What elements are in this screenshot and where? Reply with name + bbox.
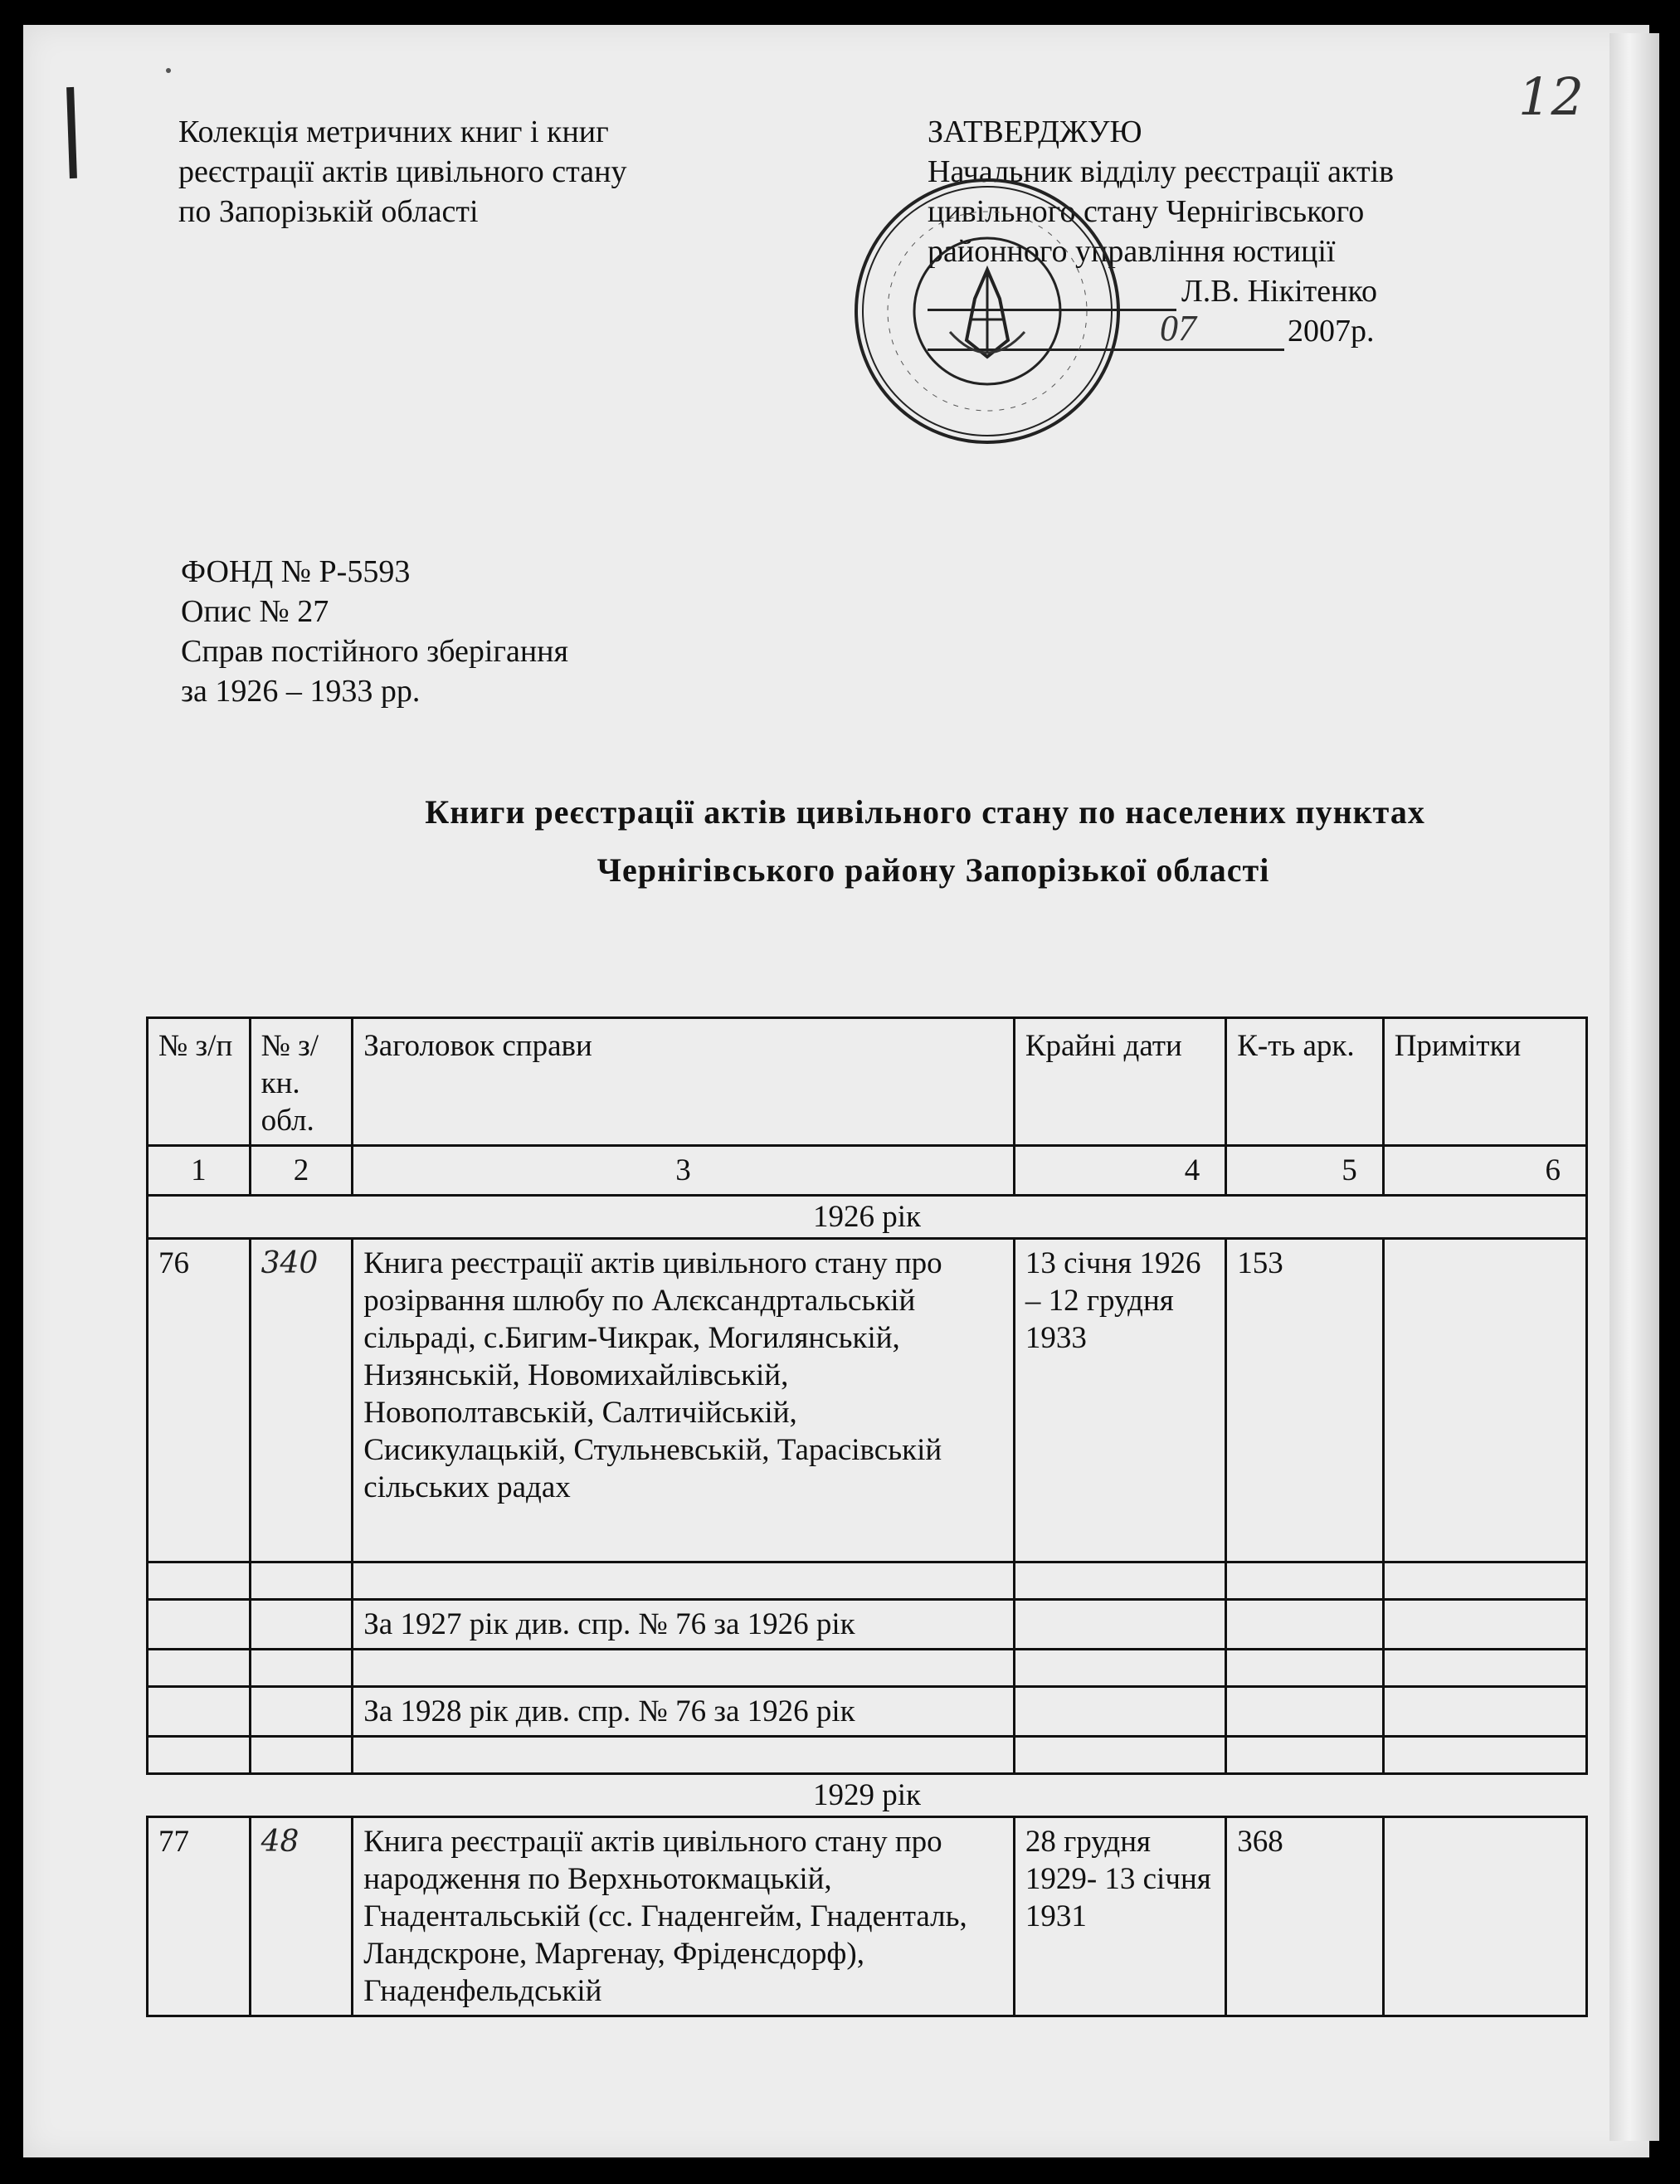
approval-position-2: цивільного стану Чернігівського — [928, 194, 1365, 229]
inventory-table — [146, 1016, 1588, 2017]
col-number: 5 — [1226, 1146, 1384, 1196]
reference-row — [148, 1600, 1587, 1650]
document-heading-1: Книги реєстрації актів цивільного стану по населених пунктах — [425, 793, 1425, 831]
header-dates: Крайні дати — [1014, 1018, 1225, 1146]
reference-1928: За 1928 рік див. спр. № 76 за 1926 рік — [353, 1687, 1015, 1737]
empty-row — [148, 1737, 1587, 1774]
year-label: 1929 рік — [148, 1774, 1587, 1817]
dot-mark — [166, 68, 171, 73]
empty-row — [148, 1562, 1587, 1600]
table-header-row — [148, 1018, 1587, 1146]
col-number: 4 — [1014, 1146, 1225, 1196]
row-title: Книга реєстрації актів цивільного стану про народження по Верхньотокмацькій, Гнадентальській (сс. Гнаденгейм, Гнаденталь, Ландскроне, Маргенау, Фріденсдорф), Гнаденфельдській — [353, 1817, 1015, 2016]
approval-position-1: Начальник відділу реєстрації актів — [928, 154, 1395, 189]
year-row — [148, 1196, 1587, 1239]
col-number: 1 — [148, 1146, 251, 1196]
date-month: 07 — [1160, 308, 1196, 349]
row-sheets: 368 — [1226, 1817, 1384, 2016]
row-notes — [1383, 1239, 1586, 1562]
page-number: 12 — [1518, 66, 1584, 127]
table-row — [148, 1239, 1587, 1562]
reference-row — [148, 1687, 1587, 1737]
column-number-row — [148, 1146, 1587, 1196]
approval-title: ЗАТВЕРДЖУЮ — [928, 115, 1142, 149]
header-title: Заголовок справи — [353, 1018, 1015, 1146]
row-dates: 28 грудня 1929- 13 січня 1931 — [1014, 1817, 1225, 2016]
row-kn: 340 — [250, 1239, 353, 1562]
approval-year: 2007р. — [1288, 314, 1375, 349]
header-no: № з/п — [148, 1018, 251, 1146]
header-notes: Примітки — [1383, 1018, 1586, 1146]
table-row — [148, 1817, 1587, 2016]
collection-title: Колекція метричних книг і книг реєстрації актів цивільного стану по Запорізькій області — [178, 115, 627, 229]
year-row — [148, 1774, 1587, 1817]
page-edge — [1609, 33, 1659, 2141]
row-title: Книга реєстрації актів цивільного стану про розірвання шлюбу по Алєксандртальській сільраді, с.Бигим-Чикрак, Могилянській, Низянській, Новомихайлівській, Новополтавській, Салтичійській, Сисикулацькій, Стульневській, Тарасівській сільських радах — [353, 1239, 1015, 1562]
row-no: 77 — [148, 1817, 251, 2016]
header-kn: № з/кн. обл. — [250, 1018, 353, 1146]
empty-row — [148, 1650, 1587, 1687]
header-sheets: К-ть арк. — [1226, 1018, 1384, 1146]
year-label: 1926 рік — [148, 1196, 1587, 1239]
col-number: 3 — [353, 1146, 1015, 1196]
official-stamp — [850, 174, 1124, 448]
row-no: 76 — [148, 1239, 251, 1562]
fond-info: ФОНД № Р-5593 Опис № 27 Справ постійного зберігання за 1926 – 1933 рр. — [181, 554, 568, 709]
row-sheets: 153 — [1226, 1239, 1384, 1562]
approval-position-3: районного управління юстиції — [928, 234, 1336, 269]
signer-name: Л.В. Нікітенко — [1181, 274, 1377, 309]
row-dates: 13 січня 1926 – 12 грудня 1933 — [1014, 1239, 1225, 1562]
col-number: 2 — [250, 1146, 353, 1196]
reference-1927: За 1927 рік див. спр. № 76 за 1926 рік — [353, 1600, 1015, 1650]
col-number: 6 — [1383, 1146, 1586, 1196]
document-heading-2: Чернігівського району Запорізької області — [597, 851, 1270, 889]
row-kn: 48 — [250, 1817, 353, 2016]
row-notes — [1383, 1817, 1586, 2016]
